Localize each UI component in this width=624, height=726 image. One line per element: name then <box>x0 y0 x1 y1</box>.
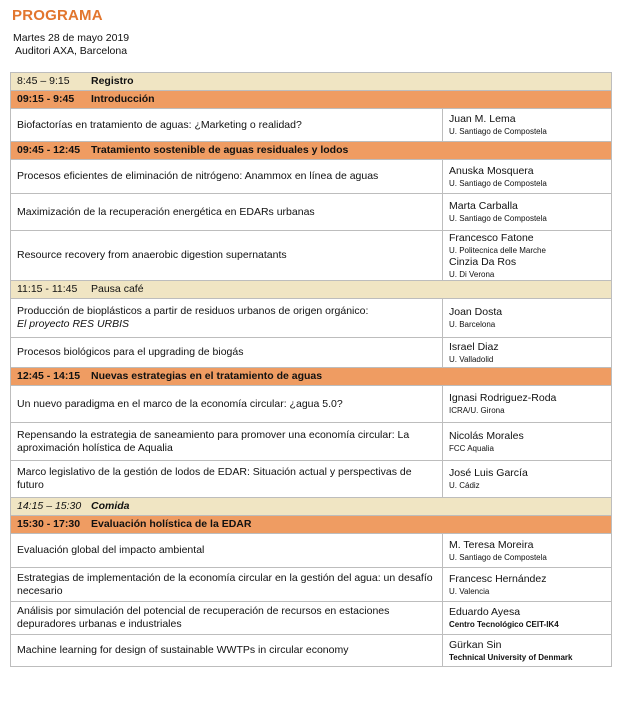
session-label: Introducción <box>91 93 155 105</box>
session-time: 09:15 - 9:45 <box>17 93 75 105</box>
talk-subtitle: El proyecto RES URBIS <box>17 318 130 330</box>
session-label: Evaluación holística de la EDAR <box>91 518 252 530</box>
talk-title-cell <box>11 534 443 568</box>
session-time: 8:45 – 9:15 <box>17 75 70 87</box>
session-header-cell <box>11 91 612 109</box>
talk-title-cell <box>11 160 443 194</box>
talk-title: Un nuevo paradigma en el marco de la economía circular: ¿agua 5.0? <box>17 397 343 410</box>
speaker-affiliation: Centro Tecnológico CEIT-IK4 <box>449 620 559 629</box>
session-header-cell <box>11 516 612 534</box>
talk-title-cell <box>11 194 443 231</box>
talk-title-cell <box>11 109 443 142</box>
speaker-name: Joan Dosta <box>449 306 503 318</box>
talk-row <box>11 635 612 667</box>
session-label: Tratamiento sostenible de aguas residuales y lodos <box>91 144 349 156</box>
talk-title-cell <box>11 299 443 338</box>
speaker-cell <box>443 534 612 568</box>
speaker-name: Cinzia Da Ros <box>449 255 517 268</box>
speaker-affiliation: U. Santiago de Compostela <box>449 214 547 223</box>
speaker-name: Juan M. Lema <box>449 113 516 125</box>
talk-title: Machine learning for design of sustainable WWTPs in circular economy <box>17 644 349 656</box>
event-date: Martes 28 de mayo 2019 <box>13 32 130 44</box>
talk-title-cell <box>11 461 443 498</box>
speaker-affiliation: U. Valencia <box>449 586 490 596</box>
talk-row <box>11 160 612 194</box>
speaker-cell <box>443 160 612 194</box>
session-label: Pausa café <box>91 283 144 295</box>
speaker-cell <box>443 423 612 461</box>
speaker-cell <box>443 635 612 667</box>
speaker-name: Marta Carballa <box>449 200 518 212</box>
talk-title: Maximización de la recuperación energética en EDARs urbanas <box>17 205 315 218</box>
speaker-name: Ignasi Rodriguez-Roda <box>449 392 557 404</box>
talk-row <box>11 386 612 423</box>
speaker-affiliation: U. Valladolid <box>449 354 494 364</box>
speaker-name: Anuska Mosquera <box>449 164 534 177</box>
talk-title-cell <box>11 568 443 602</box>
talk-title: Procesos eficientes de eliminación de nitrógeno: Anammox en línea de aguas <box>17 170 379 182</box>
session-header-cell <box>11 498 612 516</box>
session-header-cell <box>11 281 612 299</box>
session-header <box>11 516 612 534</box>
talk-row <box>11 194 612 231</box>
speaker-affiliation: FCC Aqualia <box>449 443 494 453</box>
talk-row <box>11 423 612 461</box>
session-header <box>11 368 612 386</box>
talk-title-cell <box>11 602 443 635</box>
talk-title: Análisis por simulación del potencial de recuperación de recursos en estaciones depuradores urbanas e industriales <box>17 605 390 630</box>
speaker-cell <box>443 231 612 281</box>
session-header <box>11 73 612 91</box>
session-label: Nuevas estrategias en el tratamiento de aguas <box>91 370 323 382</box>
session-time: 11:15 - 11:45 <box>17 283 78 295</box>
speaker-name: Eduardo Ayesa <box>449 606 521 618</box>
talk-title-cell <box>11 338 443 368</box>
speaker-affiliation: U. Di Verona <box>449 269 495 279</box>
speaker-cell <box>443 109 612 142</box>
speaker-name: José Luis García <box>449 467 528 479</box>
speaker-affiliation: U. Barcelona <box>449 320 496 329</box>
talk-title: Evaluación global del impacto ambiental <box>17 544 205 556</box>
session-label: Comida <box>91 500 130 512</box>
talk-title-cell <box>11 231 443 281</box>
talk-row <box>11 231 612 281</box>
speaker-affiliation: U. Santiago de Compostela <box>449 552 547 562</box>
talk-title: Repensando la estrategia de saneamiento para promover una economía circular: La aproximación holística de Aqualia <box>17 428 410 454</box>
speaker-name: M. Teresa Moreira <box>449 538 534 551</box>
talk-row <box>11 338 612 368</box>
talk-row <box>11 534 612 568</box>
talk-title: Resource recovery from anaerobic digestion supernatants <box>17 249 287 261</box>
session-header-cell <box>11 73 612 91</box>
session-header <box>11 91 612 109</box>
speaker-name: Gürkan Sin <box>449 638 502 651</box>
session-label: Registro <box>91 75 134 87</box>
talk-title: Estrategias de implementación de la economía circular en la gestión del agua: un desafío necesario <box>17 571 433 597</box>
session-header-cell <box>11 142 612 160</box>
speaker-affiliation: ICRA/U. Girona <box>449 406 505 415</box>
talk-title: Producción de bioplásticos a partir de residuos urbanos de origen orgánico: <box>17 305 369 317</box>
session-time: 09:45 - 12:45 <box>17 144 81 156</box>
speaker-cell <box>443 461 612 498</box>
talk-title-cell <box>11 423 443 461</box>
speaker-cell <box>443 386 612 423</box>
speaker-affiliation: U. Santiago de Compostela <box>449 127 547 136</box>
page-title: PROGRAMA <box>12 7 103 24</box>
talk-title: Marco legislativo de la gestión de lodos de EDAR: Situación actual y perspectivas de futuro <box>17 466 412 491</box>
talk-title: Biofactorías en tratamiento de aguas: ¿Marketing o realidad? <box>17 118 302 131</box>
session-header <box>11 281 612 299</box>
speaker-name: Francesc Hernández <box>449 572 547 585</box>
talk-row <box>11 568 612 602</box>
speaker-cell <box>443 602 612 635</box>
speaker-affiliation: U. Politecnica delle Marche <box>449 245 546 255</box>
speaker-cell <box>443 299 612 338</box>
speaker-name: Nicolás Morales <box>449 429 524 442</box>
speaker-cell <box>443 194 612 231</box>
speaker-name: Israel Diaz <box>449 340 499 353</box>
session-time: 14:15 – 15:30 <box>17 500 82 512</box>
session-header-cell <box>11 368 612 386</box>
talk-row <box>11 299 612 338</box>
speaker-affiliation: U. Cádiz <box>449 481 480 490</box>
session-header <box>11 498 612 516</box>
session-time: 15:30 - 17:30 <box>17 518 81 530</box>
session-time: 12:45 - 14:15 <box>17 370 81 382</box>
speaker-cell <box>443 568 612 602</box>
talk-title: Procesos biológicos para el upgrading de biogás <box>17 346 244 358</box>
talk-row <box>11 461 612 498</box>
speaker-name: Francesco Fatone <box>449 231 534 244</box>
talk-title-cell <box>11 386 443 423</box>
speaker-affiliation: Technical University of Denmark <box>449 652 573 662</box>
speaker-cell <box>443 338 612 368</box>
session-header <box>11 142 612 160</box>
talk-title-cell <box>11 635 443 667</box>
event-venue: Auditori AXA, Barcelona <box>15 45 128 57</box>
program-table <box>10 72 612 667</box>
talk-row <box>11 602 612 635</box>
talk-row <box>11 109 612 142</box>
speaker-affiliation: U. Santiago de Compostela <box>449 178 547 188</box>
